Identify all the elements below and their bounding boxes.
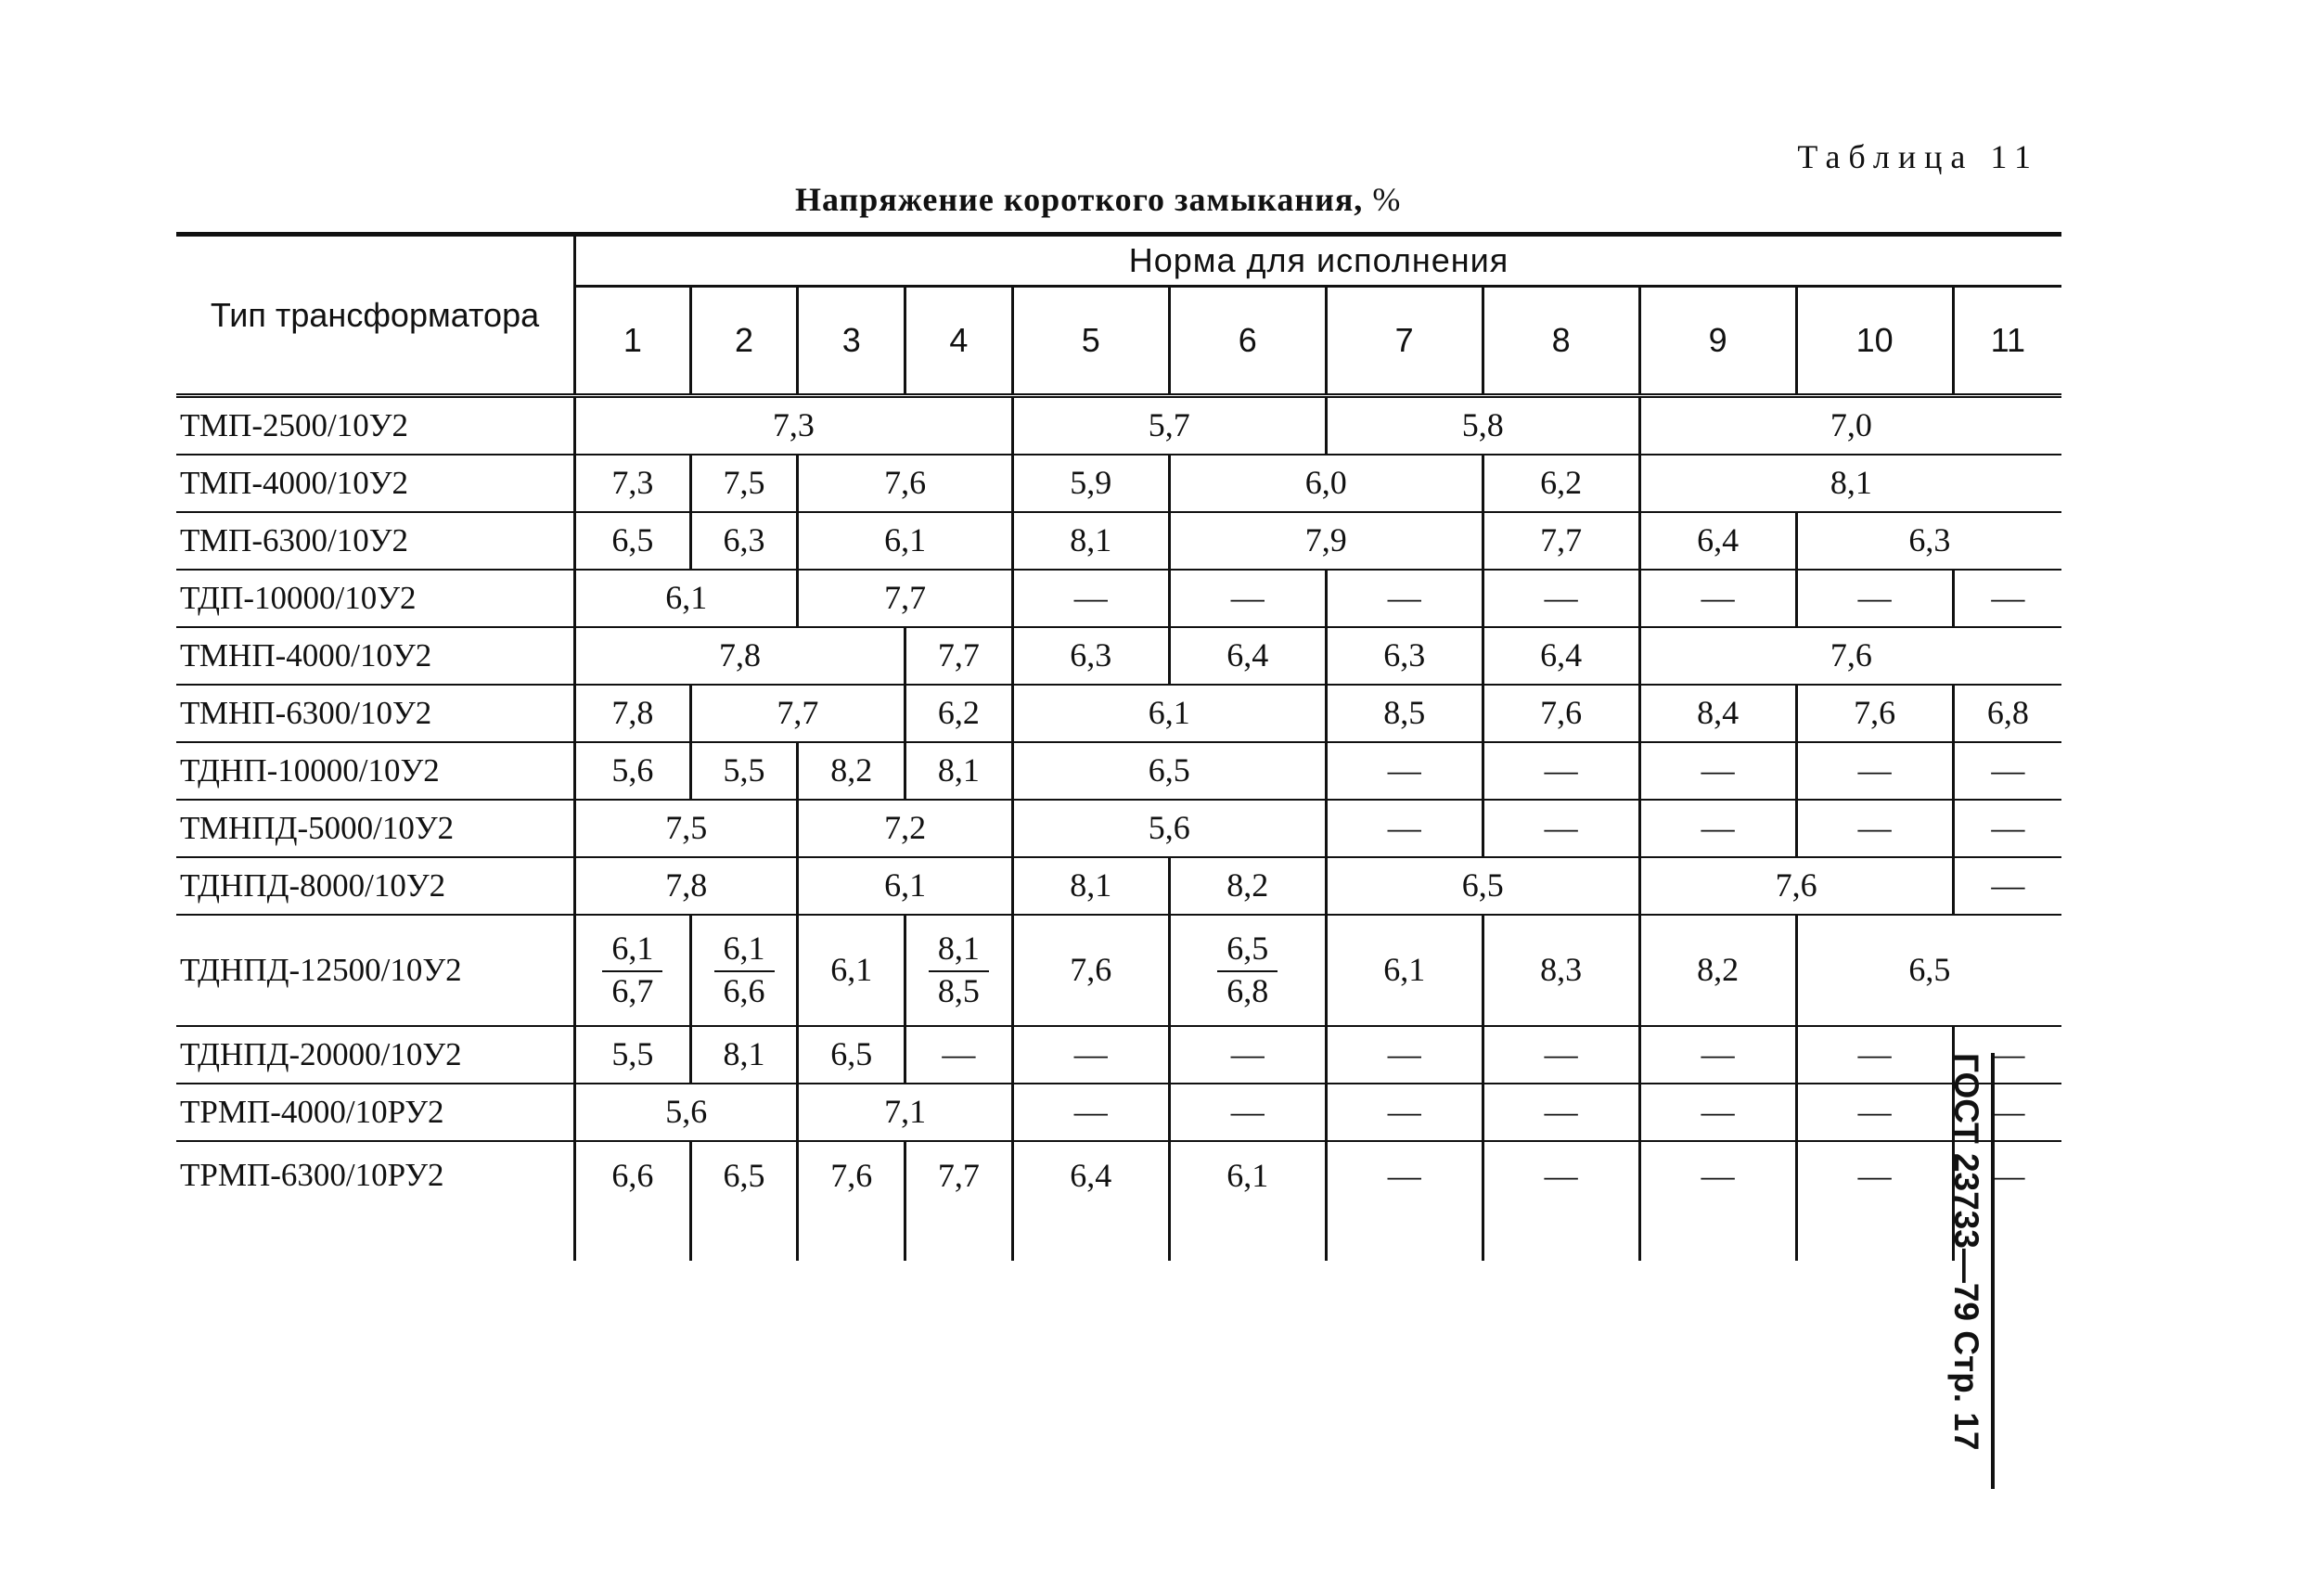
value-cell: 7,6	[1639, 857, 1953, 915]
table-row	[176, 1141, 2061, 1261]
transformer-type-cell: ТДНПД-20000/10У2	[176, 1026, 575, 1084]
value-cell: 8,5	[1326, 685, 1483, 742]
value-cell: 7,5	[690, 455, 798, 512]
value-cell: 6,1	[798, 512, 1012, 570]
empty-value-cell: —	[1953, 800, 2061, 857]
value-cell: 6,4	[1639, 512, 1796, 570]
value-cell: 5,7	[1012, 396, 1326, 455]
empty-value-cell: —	[1639, 1141, 1796, 1261]
value-cell: 7,6	[798, 455, 1012, 512]
empty-value-cell: —	[1796, 1026, 1953, 1084]
empty-value-cell: —	[1639, 1026, 1796, 1084]
transformer-type-cell: ТМНПД-5000/10У2	[176, 800, 575, 857]
empty-value-cell: —	[1483, 742, 1639, 800]
fraction-top: 8,1	[929, 931, 989, 972]
value-cell: 6,1	[798, 857, 1012, 915]
value-cell: 6,1	[575, 570, 798, 627]
value-cell: 6,4	[1483, 627, 1639, 685]
table-header	[176, 235, 2061, 396]
empty-value-cell: —	[1326, 570, 1483, 627]
empty-value-cell: —	[1483, 800, 1639, 857]
transformer-type-cell: ТМНП-6300/10У2	[176, 685, 575, 742]
empty-value-cell: —	[1953, 570, 2061, 627]
title-unit: %	[1372, 181, 1402, 218]
impedance-voltage-table	[176, 232, 2061, 1261]
table-caption: Таблица 11	[1797, 138, 2039, 175]
fraction-bottom: 8,5	[937, 972, 980, 1009]
empty-value-cell: —	[1639, 1084, 1796, 1141]
value-cell: 7,7	[905, 1141, 1013, 1261]
column-number-header: 10	[1796, 287, 1953, 396]
empty-value-cell: —	[1483, 1141, 1639, 1261]
value-cell: 8,1	[1012, 857, 1169, 915]
fraction-value	[929, 931, 989, 1009]
value-cell: 7,6	[1639, 627, 2061, 685]
empty-value-cell: —	[1953, 1141, 2061, 1261]
empty-value-cell: —	[1639, 742, 1796, 800]
value-cell: 7,5	[575, 800, 798, 857]
empty-value-cell: —	[1326, 800, 1483, 857]
table-row	[176, 915, 2061, 1026]
fraction-top: 6,1	[714, 931, 775, 972]
value-cell: 8,2	[1169, 857, 1326, 915]
value-cell: 6,2	[905, 685, 1013, 742]
transformer-type-cell: ТМП-4000/10У2	[176, 455, 575, 512]
empty-value-cell: —	[1796, 1141, 1953, 1261]
empty-value-cell: —	[1639, 570, 1796, 627]
table-row	[176, 800, 2061, 857]
column-number-header: 1	[575, 287, 691, 396]
empty-value-cell: —	[1326, 742, 1483, 800]
value-cell: 6,1	[1169, 1141, 1326, 1261]
value-cell: 6,8	[1953, 685, 2061, 742]
empty-value-cell: —	[1169, 1084, 1326, 1141]
table-row	[176, 742, 2061, 800]
value-cell: 7,7	[1483, 512, 1639, 570]
value-cell: 7,8	[575, 685, 691, 742]
value-cell: 7,9	[1169, 512, 1483, 570]
value-cell: 7,6	[1012, 915, 1169, 1026]
column-number-header: 5	[1012, 287, 1169, 396]
fraction-bottom: 6,6	[723, 972, 765, 1009]
value-cell: 7,2	[798, 800, 1012, 857]
table-row	[176, 1026, 2061, 1084]
empty-value-cell: —	[1326, 1084, 1483, 1141]
fraction-value-cell	[1169, 915, 1326, 1026]
empty-value-cell: —	[1796, 742, 1953, 800]
table-row	[176, 1084, 2061, 1141]
value-cell: 7,7	[905, 627, 1013, 685]
value-cell: 5,9	[1012, 455, 1169, 512]
empty-value-cell: —	[1953, 1084, 2061, 1141]
value-cell: 6,5	[1326, 857, 1639, 915]
value-cell: 6,3	[1326, 627, 1483, 685]
value-cell: 8,3	[1483, 915, 1639, 1026]
value-cell: 8,1	[1012, 512, 1169, 570]
empty-value-cell: —	[1639, 800, 1796, 857]
value-cell: 5,8	[1326, 396, 1639, 455]
value-cell: 7,1	[798, 1084, 1012, 1141]
value-cell: 6,5	[1012, 742, 1326, 800]
table-body	[176, 396, 2061, 1262]
table-row	[176, 685, 2061, 742]
value-cell: 6,1	[1012, 685, 1326, 742]
empty-value-cell: —	[1169, 1026, 1326, 1084]
fraction-top: 6,1	[602, 931, 662, 972]
value-cell: 6,5	[690, 1141, 798, 1261]
table-row	[176, 857, 2061, 915]
fraction-value	[714, 931, 775, 1009]
column-number-header: 2	[690, 287, 798, 396]
fraction-value-cell	[575, 915, 691, 1026]
column-number-header: 8	[1483, 287, 1639, 396]
value-cell: 6,5	[1796, 915, 2061, 1026]
empty-value-cell: —	[1796, 800, 1953, 857]
value-cell: 7,7	[690, 685, 905, 742]
transformer-type-cell: ТРМП-4000/10РУ2	[176, 1084, 575, 1141]
empty-value-cell: —	[1953, 1026, 2061, 1084]
fraction-bottom: 6,7	[611, 972, 654, 1009]
value-cell: 5,6	[575, 742, 691, 800]
column-number-header: 11	[1953, 287, 2061, 396]
transformer-type-cell: ТРМП-6300/10РУ2	[180, 1157, 444, 1193]
value-cell: 6,2	[1483, 455, 1639, 512]
empty-value-cell: —	[1953, 742, 2061, 800]
column-number-header: 9	[1639, 287, 1796, 396]
empty-value-cell: —	[1012, 1026, 1169, 1084]
table-row	[176, 455, 2061, 512]
value-cell: 5,5	[690, 742, 798, 800]
value-cell: 7,7	[798, 570, 1012, 627]
value-cell: 6,5	[575, 512, 691, 570]
value-cell: 6,1	[798, 915, 905, 1026]
value-cell: 8,1	[1639, 455, 2061, 512]
value-cell: 5,6	[1012, 800, 1326, 857]
value-cell: 6,3	[690, 512, 798, 570]
column-number-header: 4	[905, 287, 1013, 396]
fraction-value	[1217, 931, 1278, 1009]
empty-value-cell: —	[1953, 857, 2061, 915]
column-number-header: 6	[1169, 287, 1326, 396]
value-cell: 7,6	[798, 1141, 905, 1261]
empty-value-cell: —	[1326, 1026, 1483, 1084]
norm-group-header: Норма для исполнения	[575, 235, 2062, 287]
value-cell: 8,1	[905, 742, 1013, 800]
empty-value-cell: —	[1012, 570, 1169, 627]
table-row	[176, 570, 2061, 627]
empty-value-cell: —	[1483, 1026, 1639, 1084]
value-cell: 7,0	[1639, 396, 2061, 455]
title-text: Напряжение короткого замыкания,	[795, 181, 1364, 218]
value-cell: 8,2	[798, 742, 905, 800]
transformer-type-cell: ТМП-6300/10У2	[176, 512, 575, 570]
column-number-header: 3	[798, 287, 905, 396]
fraction-value-cell	[905, 915, 1013, 1026]
value-cell: 7,8	[575, 857, 798, 915]
standard-side-label: ГОСТ 23733—79 Стр. 17	[1930, 1053, 1995, 1489]
value-cell: 6,0	[1169, 455, 1483, 512]
empty-value-cell: —	[1169, 570, 1326, 627]
transformer-type-cell: ТДНПД-12500/10У2	[176, 915, 575, 1026]
fraction-value	[602, 931, 662, 1009]
value-cell: 6,5	[798, 1026, 905, 1084]
table-row	[176, 627, 2061, 685]
table-row	[176, 512, 2061, 570]
fraction-bottom: 6,8	[1226, 972, 1269, 1009]
transformer-type-cell: ТДП-10000/10У2	[176, 570, 575, 627]
table-title	[795, 180, 1401, 219]
empty-value-cell: —	[1796, 570, 1953, 627]
value-cell: 8,1	[690, 1026, 798, 1084]
empty-value-cell: —	[1796, 1084, 1953, 1141]
value-cell: 7,3	[575, 396, 1013, 455]
value-cell: 5,5	[575, 1026, 691, 1084]
value-cell: 7,3	[575, 455, 691, 512]
empty-value-cell: —	[1483, 570, 1639, 627]
transformer-type-cell: ТДНП-10000/10У2	[176, 742, 575, 800]
transformer-type-cell: ТМП-2500/10У2	[176, 396, 575, 455]
value-cell: 6,3	[1796, 512, 2061, 570]
value-cell: 6,3	[1012, 627, 1169, 685]
column-number-header: 7	[1326, 287, 1483, 396]
type-header: Тип трансформатора	[176, 235, 575, 396]
value-cell: 6,1	[1326, 915, 1483, 1026]
table-row	[176, 396, 2061, 455]
value-cell: 6,6	[575, 1141, 691, 1261]
empty-value-cell: —	[905, 1026, 1013, 1084]
fraction-top: 6,5	[1217, 931, 1278, 972]
fraction-value-cell	[690, 915, 798, 1026]
value-cell: 8,2	[1639, 915, 1796, 1026]
transformer-type-cell: ТДНПД-8000/10У2	[176, 857, 575, 915]
value-cell: 5,6	[575, 1084, 798, 1141]
value-cell: 7,6	[1483, 685, 1639, 742]
value-cell: 8,4	[1639, 685, 1796, 742]
value-cell: 7,8	[575, 627, 905, 685]
empty-value-cell: —	[1326, 1141, 1483, 1261]
empty-value-cell: —	[1012, 1084, 1169, 1141]
value-cell: 7,6	[1796, 685, 1953, 742]
value-cell: 6,4	[1012, 1141, 1169, 1261]
transformer-type-cell: ТМНП-4000/10У2	[176, 627, 575, 685]
empty-value-cell: —	[1483, 1084, 1639, 1141]
value-cell: 6,4	[1169, 627, 1326, 685]
